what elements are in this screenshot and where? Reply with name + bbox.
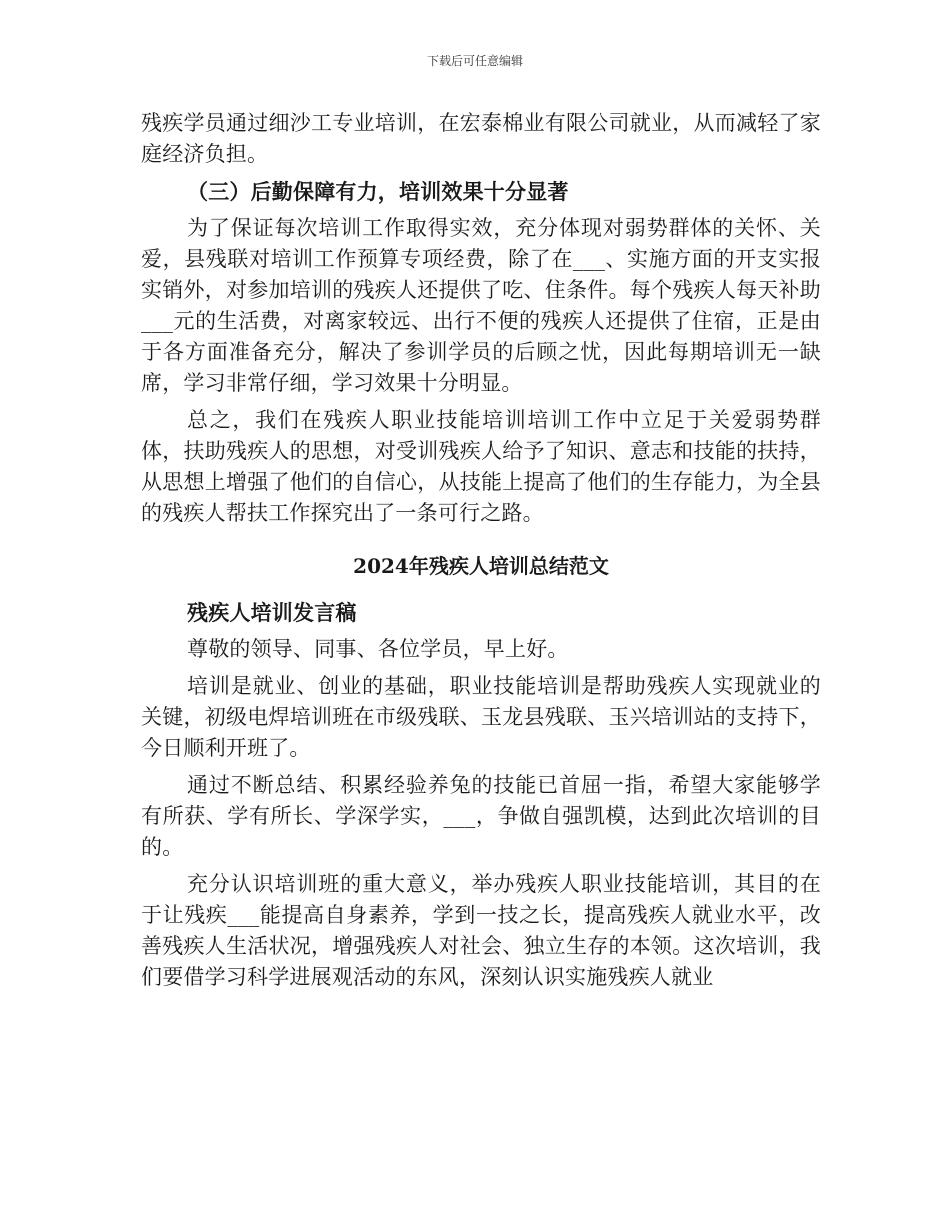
page-header: 下载后可任意编辑 bbox=[426, 54, 523, 68]
paragraph-conclusion: 总之，我们在残疾人职业技能培训培训工作中立足于关爱弱势群体，扶助残疾人的思想，对受训残疾人给予了知识、意志和技能的扶持，从思想上增强了他们的自信心，从技能上提高了他们的生存能力，为全县的残疾人帮扶工作探究出了一条可行之路。 bbox=[141, 408, 821, 525]
document-body bbox=[141, 108, 821, 993]
subsection-heading: （三）后勤保障有力，培训效果十分显著 bbox=[187, 179, 569, 204]
paragraph-significance: 充分认识培训班的重大意义，举办残疾人职业技能培训，其目的在于让残疾___能提高自身素养，学到一技之长，提高残疾人就业水平，改善残疾人生活状况，增强残疾人对社会、独立生存的本领。这次培训，我们要借学习科学进展观活动的东风，深刻认识实施残疾人就业 bbox=[141, 872, 821, 989]
paragraph-continuation: 残疾学员通过细沙工专业培训，在宏泰棉业有限公司就业，从而减轻了家庭经济负担。 bbox=[141, 111, 821, 166]
paragraph-greeting: 尊敬的领导、同事、各位学员，早上好。 bbox=[187, 637, 569, 661]
speech-heading: 残疾人培训发言稿 bbox=[187, 600, 357, 625]
paragraph-experience: 通过不断总结、积累经验养兔的技能已首屈一指，希望大家能够学有所获、学有所长、学深学实，___，争做自强凯模，达到此次培训的目的。 bbox=[141, 773, 821, 859]
section-title: 2024年残疾人培训总结范文 bbox=[353, 554, 609, 578]
paragraph-training-basis: 培训是就业、创业的基础，职业技能培训是帮助残疾人实现就业的关键，初级电焊培训班在市级残联、玉龙县残联、玉兴培训站的支持下，今日顺利开班了。 bbox=[141, 674, 821, 760]
paragraph-logistics: 为了保证每次培训工作取得实效，充分体现对弱势群体的关怀、关爱，县残联对培训工作预算专项经费，除了在___、实施方面的开支实报实销外，对参加培训的残疾人还提供了吃、住条件。每个残疾人每天补助___元的生活费，对离家较远、出行不便的残疾人还提供了住宿，正是由于各方面准备充分，解决了参训学员的后顾之忧，因此每期培训无一缺席，学习非常仔细，学习效果十分明显。 bbox=[141, 216, 821, 395]
